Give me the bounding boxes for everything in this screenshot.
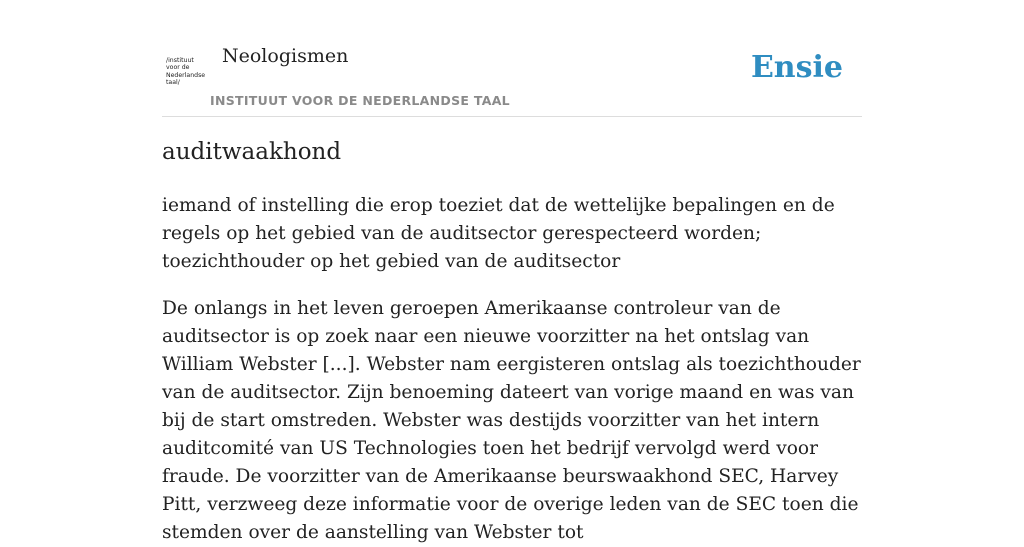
example-quote: De onlangs in het leven geroepen Amerikaanse controleur van de auditsector is op zoek naar een nieuwe voorzitter na het ontslag van William Webster [...]. Webster nam eergisteren ontslag als toezichthouder van de auditsector. Zijn benoeming dateert van vorige maand en was van bij de start omstreden. Webster was destijds voorzitter van het intern auditcomité van US Technologies toen het bedrijf vervolgd werd voor fraude. De voorzitter van de Amerikaanse beurswaakhond SEC, Harvey Pitt, verzweeg deze informatie voor de overige leden van de SEC toen die stemden over de aanstelling van Webster tot <box>162 298 861 543</box>
definition-text: iemand of instelling die erop toeziet dat de wettelijke bepalingen en de regels op het gebied van de auditsector gerespecteerd worden; toezichthouder op het gebied van de auditsector <box>162 195 835 272</box>
content-container <box>162 0 862 543</box>
institute-logo[interactable]: /instituut voor de Nederlandse taal/ <box>166 57 206 87</box>
site-header <box>162 0 862 117</box>
headword: auditwaakhond <box>162 139 342 165</box>
site-title[interactable]: Neologismen <box>222 45 349 67</box>
brand-logo[interactable]: Ensie <box>750 50 843 85</box>
site-subtitle: INSTITUUT VOOR DE NEDERLANDSE TAAL <box>210 93 510 108</box>
